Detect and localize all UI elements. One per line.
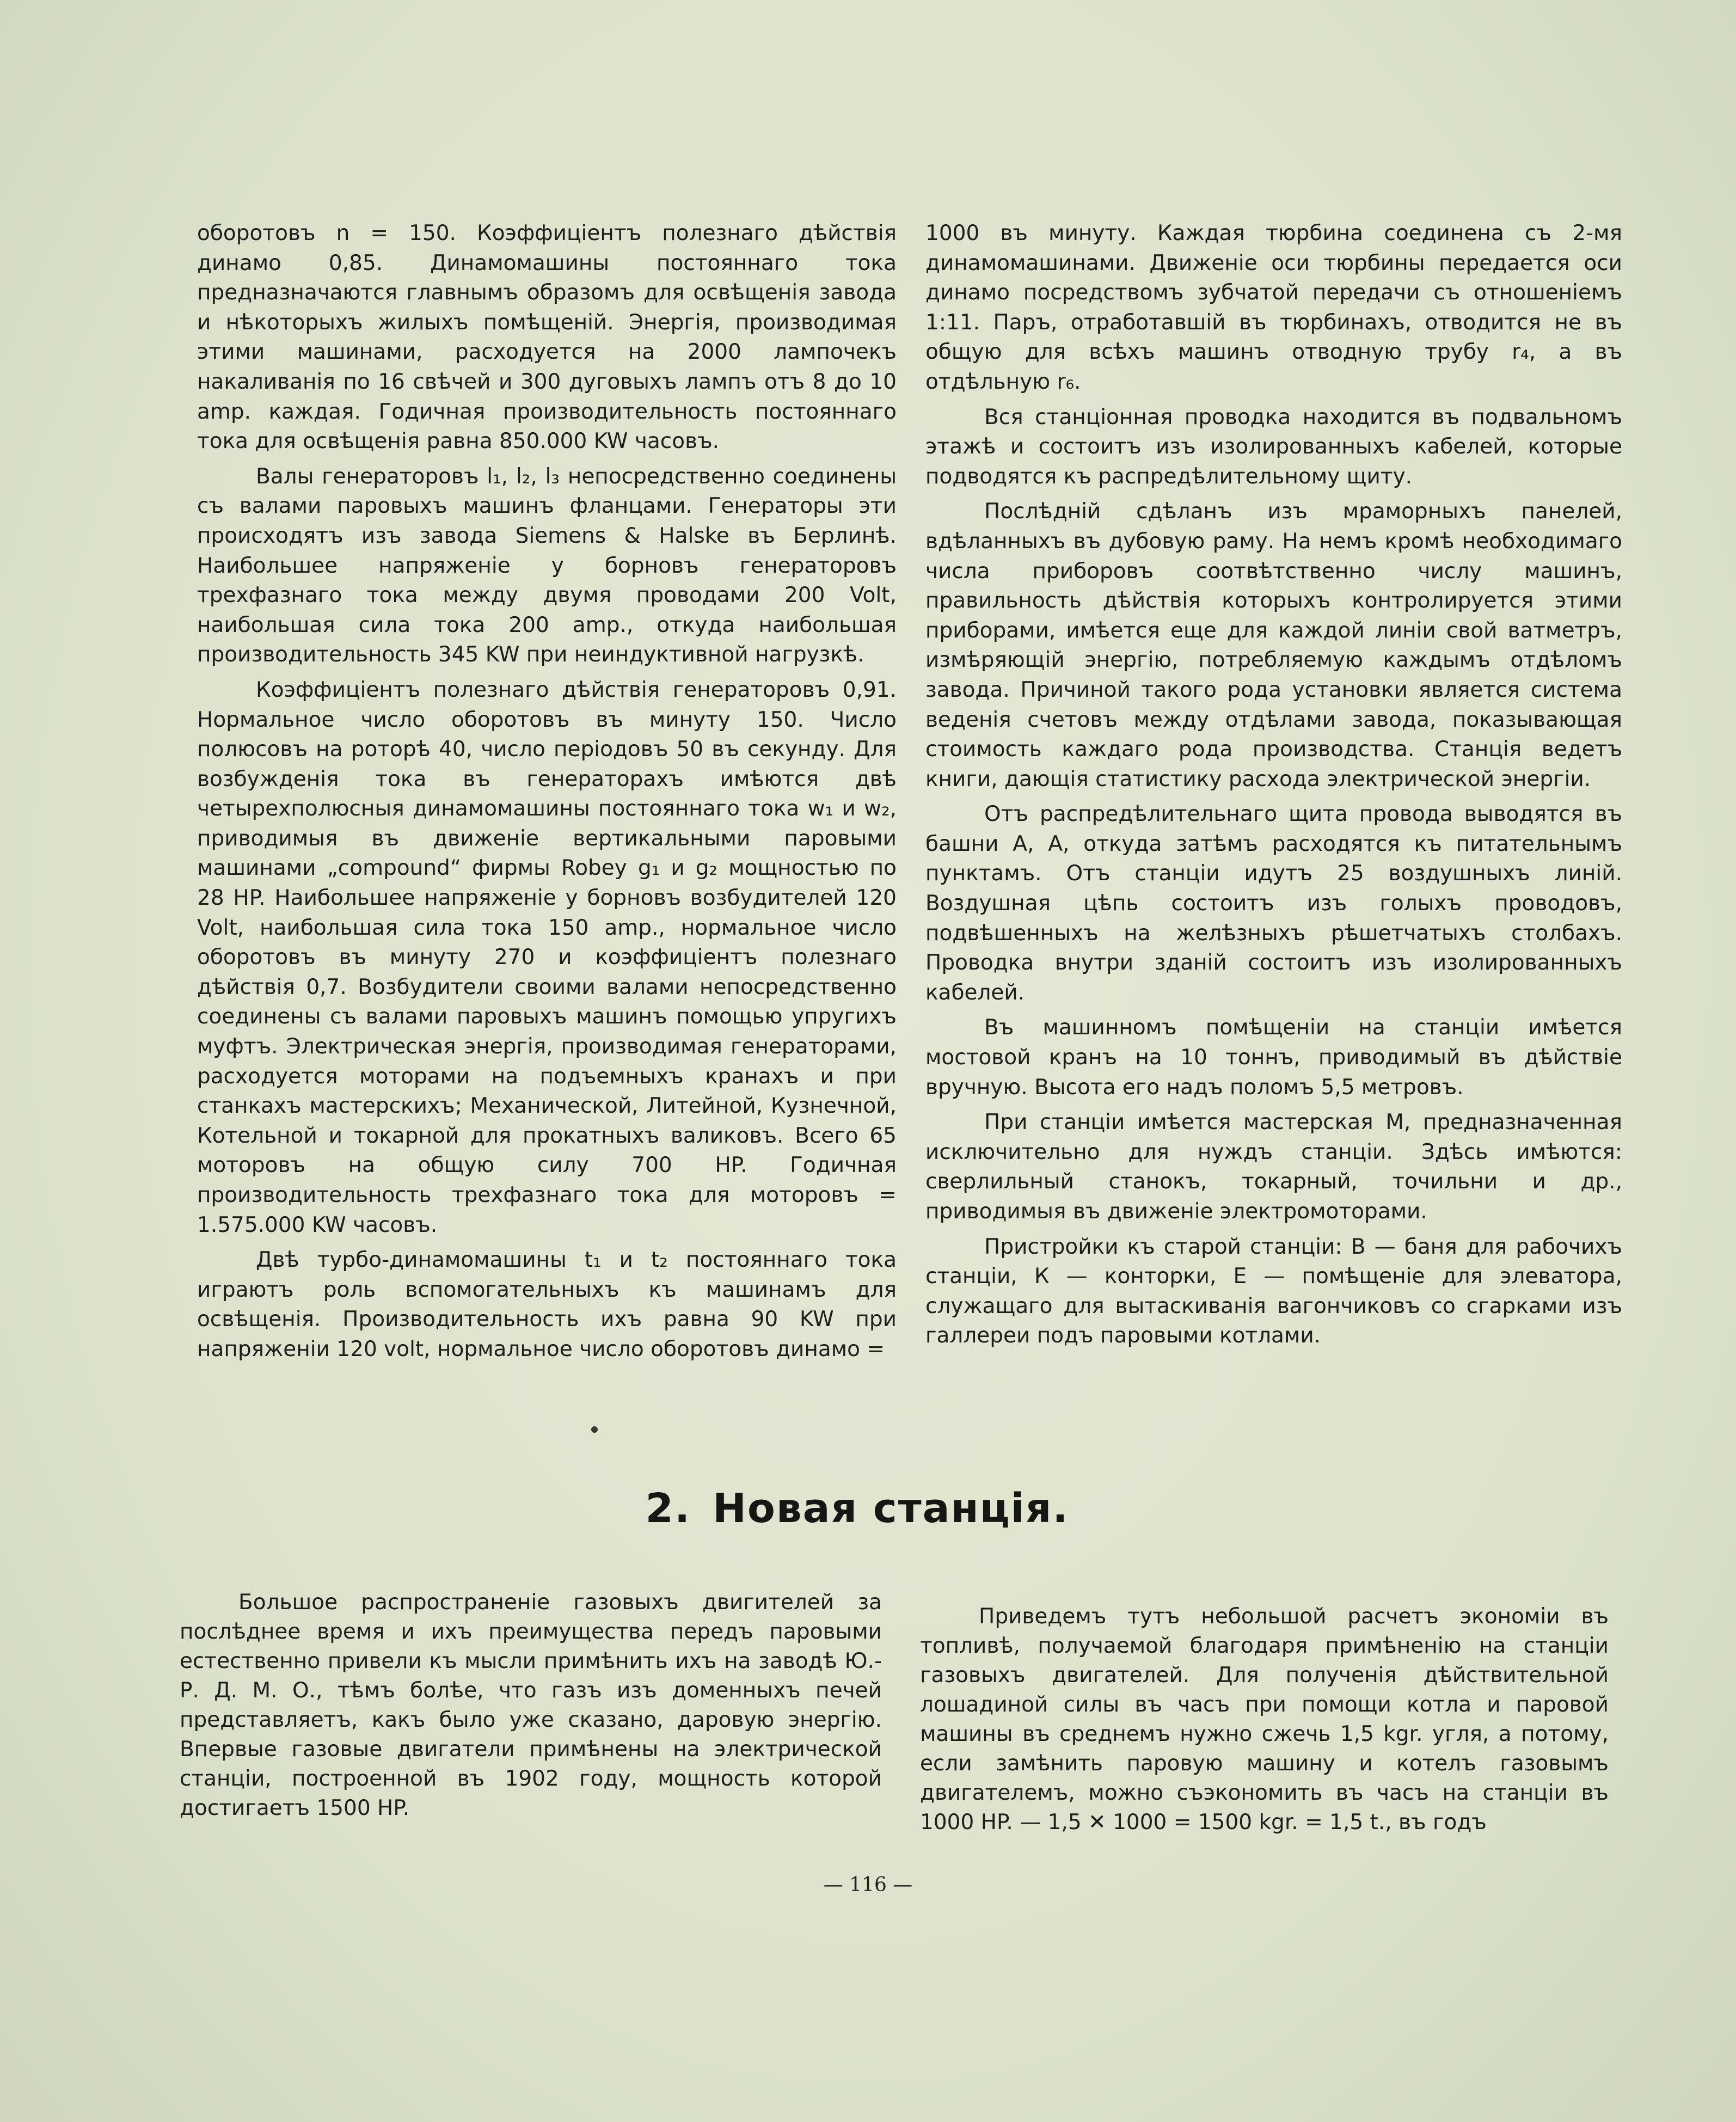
paragraph: Двѣ турбо-динамомашины t₁ и t₂ постояннаго тока играютъ роль вспомогательныхъ къ машинамъ для освѣщенія. Производительность ихъ равна 90 KW при напряженіи 120 volt, нормальное число оборотовъ динамо = xyxy=(197,1248,897,1361)
ink-dot xyxy=(591,1426,598,1433)
section-heading xyxy=(0,1485,1736,1532)
paragraph: Вся станціонная проводка находится въ подвальномъ этажѣ и состоитъ изъ изолированныхъ кабелей, которые подводятся къ распредѣлительному щиту. xyxy=(925,404,1622,489)
text-column-top-left xyxy=(197,219,897,1365)
paragraph: Валы генераторовъ l₁, l₂, l₃ непосредственно соединены съ валами паровыхъ машинъ фланцами. Генераторы эти происходятъ изъ завода Siemens & Halske въ Берлинѣ. Наибольшее напряженіе у борновъ генераторовъ трехфазнаго тока между двумя проводами 200 Volt, наибольшая сила тока 200 amp., откуда наибольшая производительность 345 KW при неиндуктивной нагрузкѣ. xyxy=(197,464,897,667)
paragraph: Отъ распредѣлительнаго щита провода выводятся въ башни А, А, откуда затѣмъ расходятся къ питательнымъ пунктамъ. Отъ станціи идутъ 25 воздушныхъ линій. Воздушная цѣпь состоитъ изъ голыхъ проводовъ, подвѣшенныхъ на желѣзныхъ рѣшетчатыхъ столбахъ. Проводка внутри зданій состоитъ изъ изолированныхъ кабелей. xyxy=(925,802,1622,1005)
text-column-bottom-left xyxy=(180,1588,882,1823)
paragraph: Въ машинномъ помѣщеніи на станціи имѣется мостовой кранъ на 10 тоннъ, приводимый въ дѣйствіе вручную. Высота его надъ поломъ 5,5 метровъ. xyxy=(925,1015,1622,1100)
section-title: Новая станція. xyxy=(713,1485,1069,1532)
paragraph: Пристройки къ старой станціи: В — баня для рабочихъ станціи, К — конторки, Е — помѣщеніе для элеватора, служащаго для вытаскиванія вагончиковъ со сгарками изъ галлереи подъ паровыми котлами. xyxy=(925,1234,1622,1348)
paragraph: оборотовъ n = 150. Коэффиціентъ полезнаго дѣйствія динамо 0,85. Динамомашины постояннаго тока предназначаются главнымъ образомъ для освѣщенія завода и нѣкоторыхъ жилыхъ помѣщеній. Энергія, производимая этими машинами, расходуется на 2000 лампочекъ накаливанія по 16 свѣчей и 300 дуговыхъ лампъ отъ 8 до 10 amp. каждая. Годичная производительность постояннаго тока для освѣщенія равна 850.000 KW часовъ. xyxy=(197,221,897,454)
section-number: 2. xyxy=(645,1485,691,1532)
paragraph: Коэффиціентъ полезнаго дѣйствія генераторовъ 0,91. Нормальное число оборотовъ въ минуту 150. Число полюсовъ на роторѣ 40, число періодовъ 50 въ секунду. Для возбужденія тока въ генераторахъ имѣются двѣ четырехполюсныя динамомашины постояннаго тока w₁ и w₂, приводимыя въ движеніе вертикальными паровыми машинами „compound“ фирмы Robey g₁ и g₂ мощностью по 28 HP. Наибольшее напряженіе у борновъ возбудителей 120 Volt, наибольшая сила тока 150 amp., нормальное число оборотовъ въ минуту 270 и коэффиціентъ полезнаго дѣйствія 0,7. Возбудители своими валами непосредственно соединены съ валами паровыхъ машинъ помощью упругихъ муфтъ. Электрическая энергія, производимая генераторами, расходуется моторами на подъемныхъ кранахъ и при станкахъ мастерскихъ; Механической, Литейной, Кузнечной, Котельной и токарной для прокатныхъ валиковъ. Всего 65 моторовъ на общую силу 700 HP. Годичная производительность трехфазнаго тока для моторовъ = 1.575.000 KW часовъ. xyxy=(197,677,897,1237)
text-column-bottom-right xyxy=(920,1602,1609,1837)
paragraph: Приведемъ тутъ небольшой расчетъ экономіи въ топливѣ, получаемой благодаря примѣненію на станціи газовыхъ двигателей. Для полученія дѣйствительной лошадиной силы въ часъ при помощи котла и паровой машины въ среднемъ нужно сжечь 1,5 kgr. угля, а потому, если замѣнить паровую машину и котелъ газовымъ двигателемъ, можно съэкономить въ часъ на станціи въ 1000 HP. — 1,5 ✕ 1000 = 1500 kgr. = 1,5 t., въ годъ xyxy=(920,1604,1609,1835)
text-column-top-right xyxy=(925,219,1622,1351)
paragraph: 1000 въ минуту. Каждая тюрбина соединена съ 2-мя динамомашинами. Движеніе оси тюрбины передается оси динамо посредствомъ зубчатой передачи съ отношеніемъ 1:11. Паръ, отработавшій въ тюрбинахъ, отводится не въ общую для всѣхъ машинъ отводную трубу r₄, а въ отдѣльную r₆. xyxy=(925,221,1622,394)
page-number: — 116 — xyxy=(823,1874,913,1896)
paragraph: Послѣдній сдѣланъ изъ мраморныхъ панелей, вдѣланныхъ въ дубовую раму. На немъ кромѣ необходимаго числа приборовъ соотвѣтственно числу машинъ, правильность дѣйствія которыхъ контролируется этими приборами, имѣется еще для каждой линіи свой ватметръ, измѣряющій энергію, потребляемую каждымъ отдѣломъ завода. Причиной такого рода установки является система веденія счетовъ между отдѣлами завода, показывающая стоимость каждаго рода производства. Станція ведетъ книги, дающія статистику расхода электрической энергіи. xyxy=(925,499,1622,792)
paragraph: Большое распространеніе газовыхъ двигителей за послѣднее время и ихъ преимущества передъ паровыми естественно привели къ мысли примѣнить ихъ на заводѣ Ю.-Р. Д. М. О., тѣмъ болѣе, что газъ изъ доменныхъ печей представляетъ, какъ было уже сказано, даровую энергію. Впервые газовые двигатели примѣнены на электрической станціи, построенной въ 1902 году, мощность которой достигаетъ 1500 HP. xyxy=(180,1590,882,1820)
paragraph: При станціи имѣется мастерская М, предназначенная исключительно для нуждъ станціи. Здѣсь имѣются: сверлильный станокъ, токарный, точильни и др., приводимыя въ движеніе электромоторами. xyxy=(925,1110,1622,1224)
